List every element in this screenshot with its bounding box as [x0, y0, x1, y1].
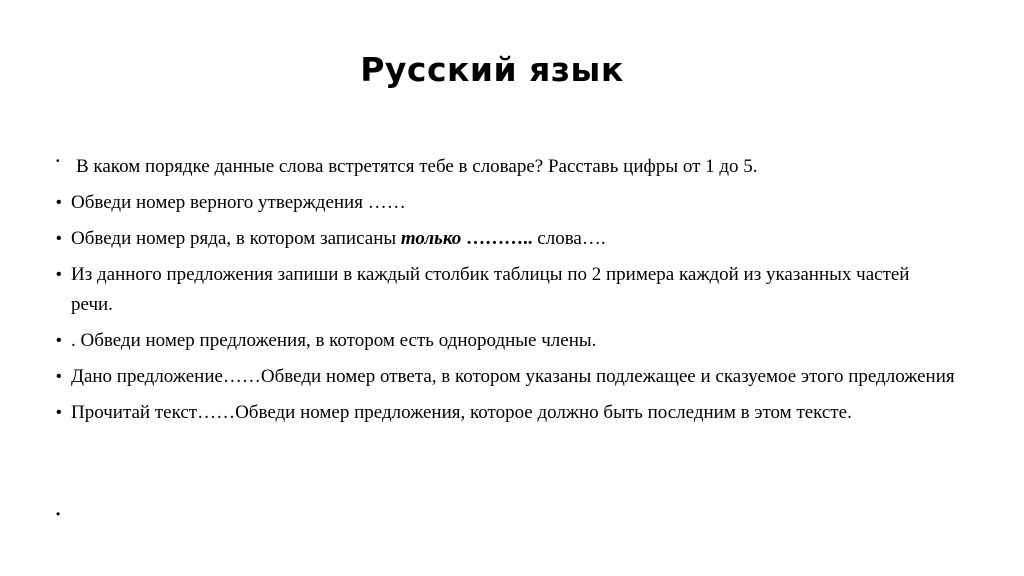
bullet-text: Дано предложение……Обведи номер ответа, в котором указаны подлежащее и сказуемое этого предложения — [71, 366, 955, 387]
bullet-icon: • — [56, 194, 62, 211]
bullet-icon: • — [56, 404, 62, 421]
bullet-text: Прочитай текст……Обведи номер предложения, которое должно быть последним в этом тексте. — [71, 402, 852, 423]
bullet-text: Из данного предложения запиши в каждый столбик таблицы по 2 примера каждой из указанных частей речи. — [71, 264, 910, 315]
bullet-item — [56, 224, 956, 254]
bullet-icon: • — [56, 156, 60, 167]
bullet-icon: • — [56, 266, 62, 283]
bullet-item — [56, 260, 956, 320]
bullet-text — [71, 224, 956, 254]
bullet-item — [56, 326, 956, 356]
bullet-text: . Обведи номер предложения, в котором есть однородные члены. — [71, 330, 597, 351]
bullet-item — [56, 362, 956, 392]
bullet-icon: • — [56, 332, 62, 349]
bullet-text-part: Обведи номер ряда, в котором записаны — [71, 228, 401, 249]
bullet-list — [56, 152, 956, 434]
empty-bullet-icon: • — [56, 507, 61, 521]
slide-title: Русский язык — [360, 50, 624, 89]
bold-dots: ……….. — [461, 228, 533, 249]
bullet-text: Обведи номер верного утверждения …… — [71, 192, 406, 213]
bullet-item — [56, 188, 956, 218]
bullet-icon: • — [56, 230, 62, 247]
bullet-text: В каком порядке данные слова встретятся тебе в словаре? Расставь цифры от 1 до 5. — [76, 156, 758, 177]
bullet-icon: • — [56, 368, 62, 385]
bullet-text-part: слова…. — [532, 228, 606, 249]
emphasized-word: только — [400, 228, 462, 249]
bullet-item — [56, 152, 956, 182]
bullet-item — [56, 398, 956, 428]
